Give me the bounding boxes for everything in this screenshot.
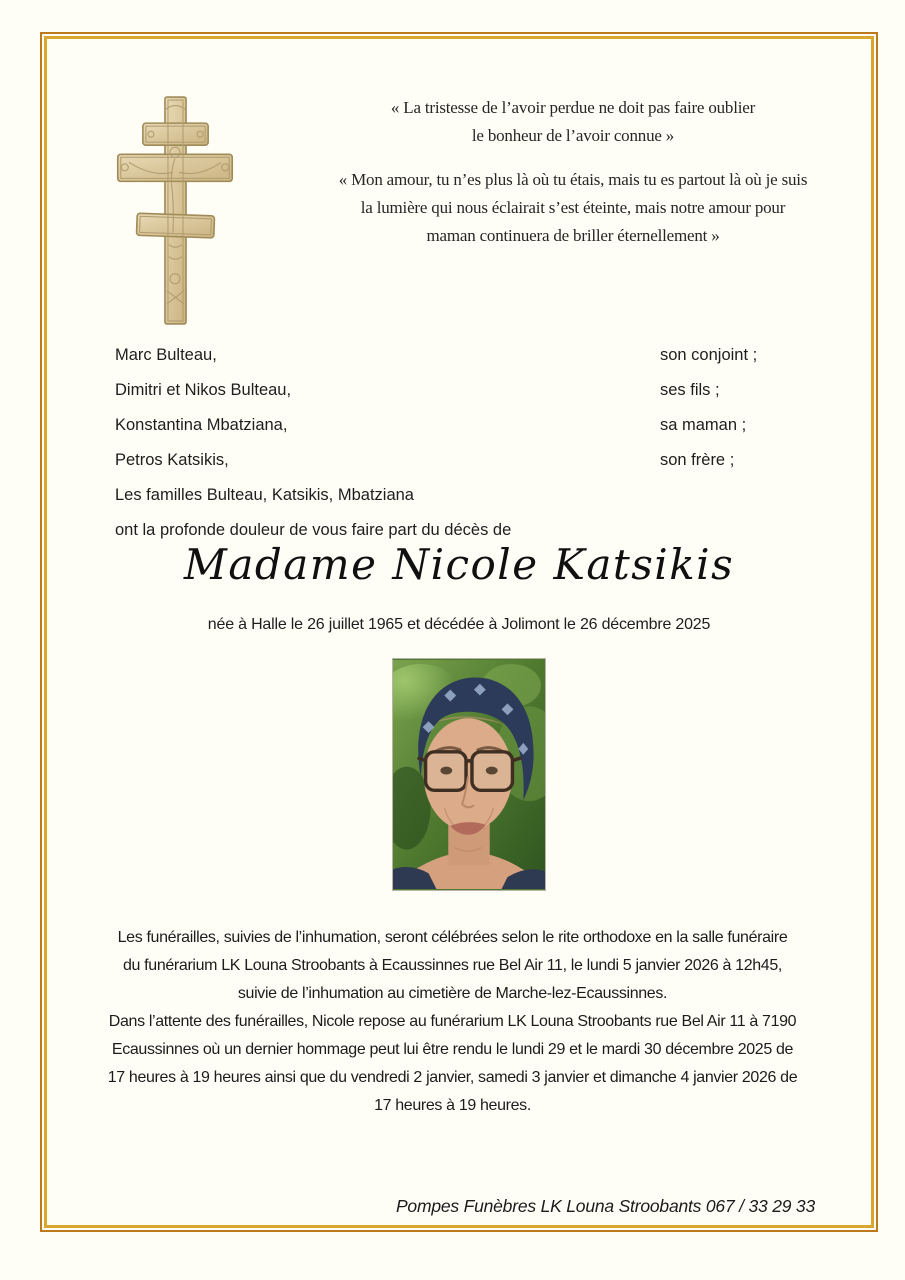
mourner-relation: son conjoint ; — [660, 346, 758, 364]
mourner-name: ont la profonde douleur de vous faire part du décès de — [115, 521, 512, 539]
opening-quote — [268, 94, 878, 150]
paragraph-line: Dans l’attente des funérailles, Nicole repose au funérarium LK Louna Stroobants rue Bel Air 11 à 7190 — [108, 1013, 797, 1030]
funeral-ceremony-paragraph — [45, 924, 860, 1008]
paragraph-line: 17 heures à 19 heures. — [374, 1097, 531, 1114]
family-quote — [268, 166, 878, 250]
mourner-name: Les familles Bulteau, Katsikis, Mbatziana — [115, 486, 414, 504]
mourner-row — [115, 379, 821, 401]
life-dates: née à Halle le 26 juillet 1965 et décédée à Jolimont le 26 décembre 2025 — [207, 616, 711, 633]
announcement-line — [115, 519, 821, 541]
quote-line: « La tristesse de l’avoir perdue ne doit pas faire oublier — [390, 98, 756, 117]
mourner-row — [115, 414, 821, 436]
quote-line: la lumière qui nous éclairait s’est éteinte, mais notre amour pour — [360, 198, 786, 217]
mourner-row — [115, 449, 821, 471]
mourner-row — [115, 344, 821, 366]
funeral-home-footer: Pompes Funèbres LK Louna Stroobants 067 / 33 29 33 — [395, 1196, 815, 1216]
orthodox-cross-icon — [112, 92, 238, 328]
portrait-illustration — [393, 659, 545, 890]
deceased-photo — [392, 658, 546, 891]
quote-line: maman continuera de briller éternellement » — [426, 226, 720, 245]
mourner-relation: ses fils ; — [660, 381, 720, 399]
deceased-name-title: Madame Nicole Katsikis — [183, 540, 735, 589]
mourners-list — [115, 344, 821, 554]
mourner-relation: sa maman ; — [660, 416, 747, 434]
paragraph-line: 17 heures à 19 heures ainsi que du vendredi 2 janvier, samedi 3 janvier et dimanche 4 janvier 2026 de — [107, 1069, 798, 1086]
paragraph-line: du funérarium LK Louna Stroobants à Ecaussinnes rue Bel Air 11, le lundi 5 janvier 2026 à 12h45, — [122, 957, 782, 974]
quote-line: le bonheur de l’avoir connue » — [471, 126, 675, 145]
paragraph-line: suivie de l’inhumation au cimetière de Marche-lez-Ecaussinnes. — [237, 985, 668, 1002]
mourner-relation — [660, 484, 821, 506]
mourner-name: Marc Bulteau, — [115, 346, 217, 364]
mourner-name: Dimitri et Nikos Bulteau, — [115, 381, 292, 399]
quote-line: « Mon amour, tu n’es plus là où tu étais, mais tu es partout là où je suis — [338, 170, 808, 189]
families-line — [115, 484, 821, 506]
mourner-name: Petros Katsikis, — [115, 451, 229, 469]
visitation-paragraph — [45, 1008, 860, 1120]
paragraph-line: Les funérailles, suivies de l’inhumation, seront célébrées selon le rite orthodoxe en la salle funéraire — [117, 929, 788, 946]
paragraph-line: Ecaussinnes où un dernier hommage peut lui être rendu le lundi 29 et le mardi 30 décembre 2025 de — [111, 1041, 794, 1058]
mourner-relation — [660, 519, 821, 541]
mourner-name: Konstantina Mbatziana, — [115, 416, 288, 434]
mourner-relation: son frère ; — [660, 451, 735, 469]
